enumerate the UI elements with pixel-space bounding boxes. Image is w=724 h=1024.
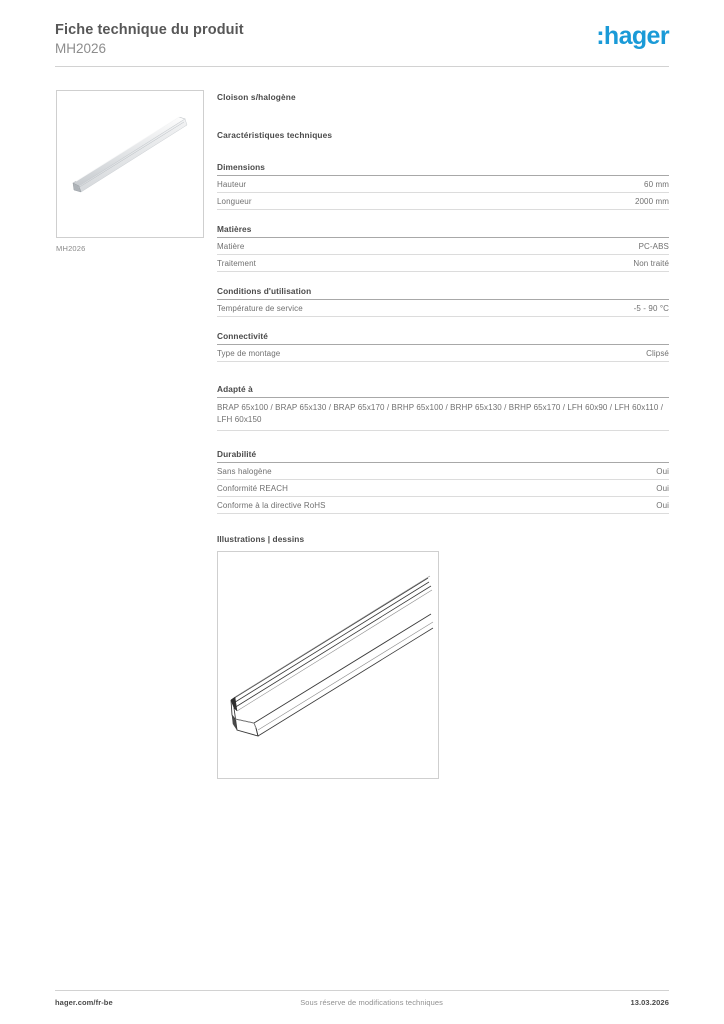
section-operating-conditions bbox=[217, 286, 669, 317]
row-value: Clipsé bbox=[646, 348, 669, 358]
footer-website[interactable]: hager.com/fr-be bbox=[55, 998, 113, 1007]
table-row bbox=[217, 480, 669, 497]
product-name: Cloison s/halogène bbox=[217, 92, 296, 102]
header-divider bbox=[55, 66, 669, 67]
row-label: Longueur bbox=[217, 196, 252, 206]
table-row bbox=[217, 497, 669, 514]
row-value: 60 mm bbox=[644, 179, 669, 189]
page-title: Fiche technique du produit bbox=[55, 22, 244, 38]
section-title: Connectivité bbox=[217, 331, 669, 345]
section-title: Matières bbox=[217, 224, 669, 238]
hager-logo: :hager bbox=[596, 22, 669, 50]
row-label: Sans halogène bbox=[217, 466, 272, 476]
row-value: Oui bbox=[656, 483, 669, 493]
technical-characteristics-title: Caractéristiques techniques bbox=[217, 130, 333, 140]
section-sustainability bbox=[217, 449, 669, 514]
footer-date: 13.03.2026 bbox=[630, 998, 669, 1007]
technical-drawing-graphic bbox=[218, 552, 438, 778]
row-label: Matière bbox=[217, 241, 245, 251]
product-photo-caption: MH2026 bbox=[56, 244, 86, 253]
section-title: Conditions d'utilisation bbox=[217, 286, 669, 300]
row-label: Hauteur bbox=[217, 179, 247, 189]
table-row bbox=[217, 463, 669, 480]
row-label: Traitement bbox=[217, 258, 256, 268]
illustrations-title: Illustrations | dessins bbox=[217, 534, 305, 544]
specification-content bbox=[217, 92, 669, 779]
section-materials bbox=[217, 224, 669, 272]
footer-disclaimer: Sous réserve de modifications techniques bbox=[300, 998, 444, 1007]
row-value: Oui bbox=[656, 466, 669, 476]
footer-divider bbox=[55, 990, 669, 991]
product-photo-graphic bbox=[57, 91, 201, 235]
table-row bbox=[217, 300, 669, 317]
row-label: Conformité REACH bbox=[217, 483, 288, 493]
section-title: Adapté à bbox=[217, 384, 669, 398]
table-row bbox=[217, 255, 669, 272]
section-title: Durabilité bbox=[217, 449, 669, 463]
section-compatibility bbox=[217, 384, 669, 431]
row-value: -5 - 90 °C bbox=[633, 303, 669, 313]
page-header bbox=[55, 22, 669, 57]
section-title: Dimensions bbox=[217, 162, 669, 176]
row-label: Type de montage bbox=[217, 348, 281, 358]
section-dimensions bbox=[217, 162, 669, 210]
technical-drawing bbox=[217, 551, 439, 779]
table-row bbox=[217, 238, 669, 255]
header-titles bbox=[55, 22, 244, 57]
page-footer bbox=[55, 998, 669, 1007]
product-photo bbox=[56, 90, 204, 238]
section-connectivity bbox=[217, 331, 669, 362]
row-label: Conforme à la directive RoHS bbox=[217, 500, 326, 510]
row-value: Non traité bbox=[633, 258, 669, 268]
table-row bbox=[217, 345, 669, 362]
page-subtitle-article-number: MH2026 bbox=[55, 41, 107, 56]
row-label: Température de service bbox=[217, 303, 303, 313]
row-value: Oui bbox=[656, 500, 669, 510]
row-value: 2000 mm bbox=[634, 196, 669, 206]
table-row bbox=[217, 193, 669, 210]
row-value: PC-ABS bbox=[638, 241, 669, 251]
compatibility-text: BRAP 65x100 / BRAP 65x130 / BRAP 65x170 / BRHP 65x100 / BRHP 65x130 / BRHP 65x170 / LFH 60x90 / LFH 60x110 / LFH 60x150 bbox=[217, 398, 669, 431]
table-row bbox=[217, 176, 669, 193]
